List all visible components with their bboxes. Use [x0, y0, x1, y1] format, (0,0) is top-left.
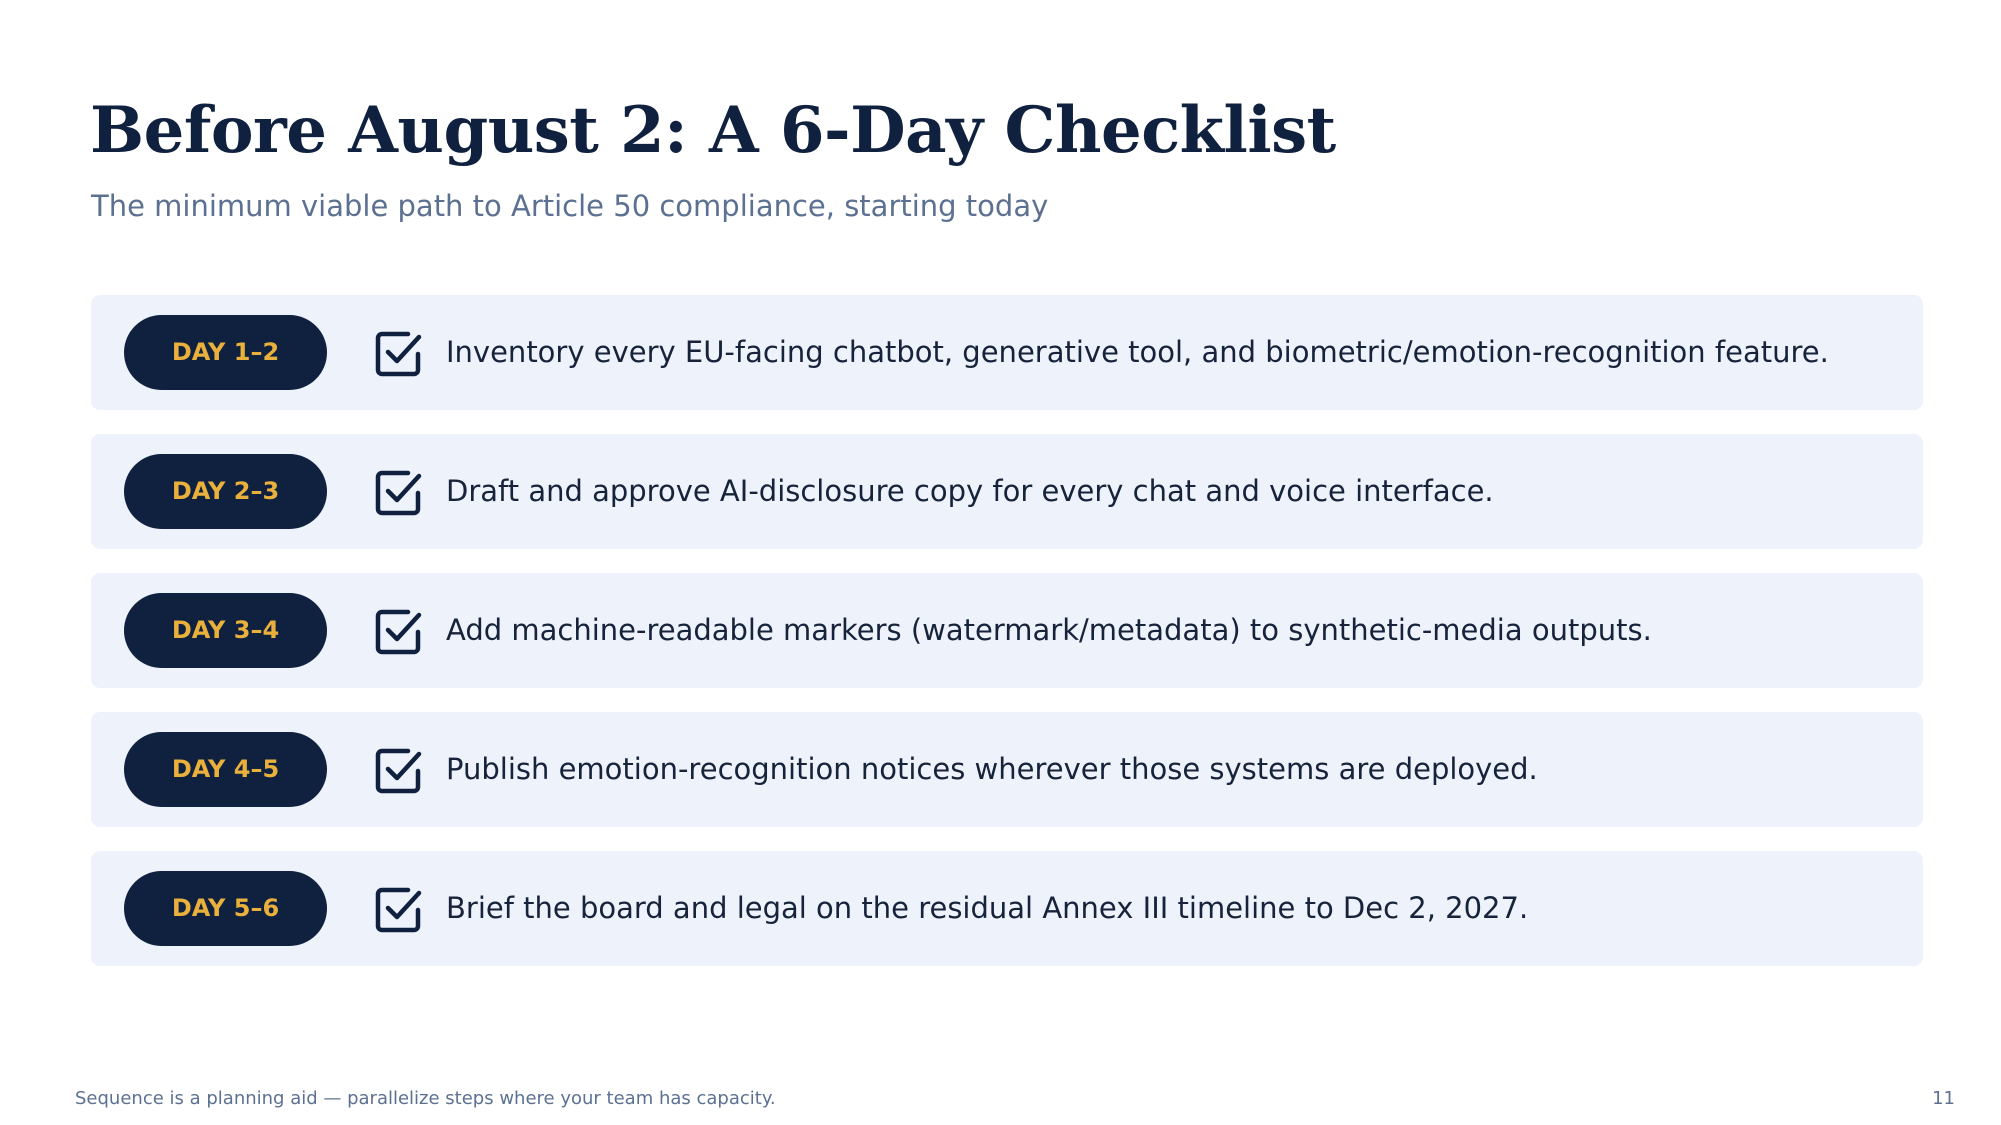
checklist-item-text: Draft and approve AI-disclosure copy for every chat and voice interface.: [446, 474, 1494, 508]
checklist-item-text: Brief the board and legal on the residual Annex III timeline to Dec 2, 2027.: [446, 891, 1529, 925]
slide-subtitle: The minimum viable path to Article 50 compliance, starting today: [91, 189, 1049, 223]
day-badge: DAY 4–5: [124, 732, 327, 807]
checklist-item-text: Inventory every EU-facing chatbot, generative tool, and biometric/emotion-recognition feature.: [446, 335, 1829, 369]
checklist-item: [91, 573, 1923, 688]
checklist-item: [91, 712, 1923, 827]
checklist-item: [91, 295, 1923, 410]
day-badge: DAY 3–4: [124, 593, 327, 668]
checklist-item: [91, 434, 1923, 549]
checkbox-checked-icon: [374, 884, 424, 934]
slide-title: Before August 2: A 6-Day Checklist: [90, 93, 1336, 168]
checklist: [91, 295, 1923, 990]
page-number: 11: [1932, 1088, 1955, 1109]
footnote: Sequence is a planning aid — parallelize steps where your team has capacity.: [75, 1088, 776, 1109]
checkbox-checked-icon: [374, 606, 424, 656]
checkbox-checked-icon: [374, 745, 424, 795]
day-badge: DAY 2–3: [124, 454, 327, 529]
day-badge: DAY 5–6: [124, 871, 327, 946]
checklist-item: [91, 851, 1923, 966]
checklist-item-text: Publish emotion-recognition notices wherever those systems are deployed.: [446, 752, 1538, 786]
checkbox-checked-icon: [374, 328, 424, 378]
checkbox-checked-icon: [374, 467, 424, 517]
checklist-item-text: Add machine-readable markers (watermark/metadata) to synthetic-media outputs.: [446, 613, 1652, 647]
day-badge: DAY 1–2: [124, 315, 327, 390]
